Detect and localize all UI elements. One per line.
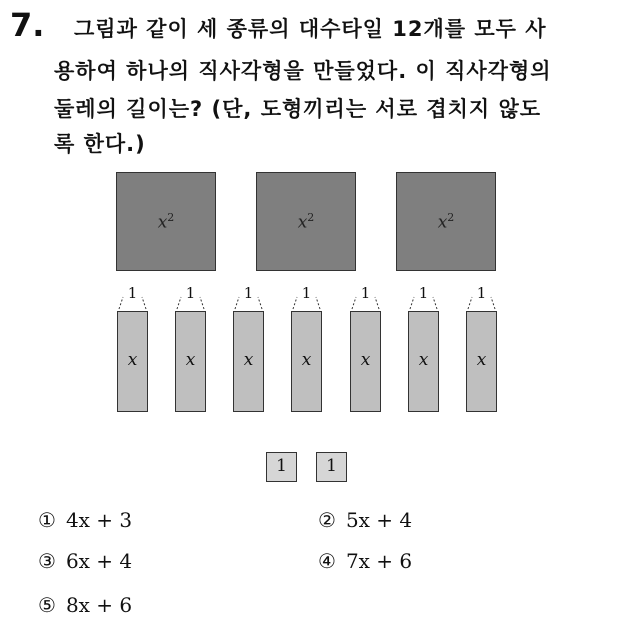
bar-width-dimension <box>291 284 322 310</box>
x-squared-tile <box>256 172 356 271</box>
choice-marker: ③ <box>38 549 56 573</box>
tile-label: x <box>185 350 196 370</box>
choice-marker: ⑤ <box>38 593 56 617</box>
x-tile <box>117 311 148 412</box>
x-tile <box>233 311 264 412</box>
choice-5[interactable] <box>38 593 132 617</box>
tile-label: x <box>157 212 168 233</box>
choice-expression: 8x + 6 <box>65 593 133 617</box>
x-tile <box>408 311 439 412</box>
choice-3[interactable] <box>38 549 132 573</box>
question-number: 7. <box>10 6 45 44</box>
tile-exponent: 2 <box>167 211 175 224</box>
bar-width-label: 1 <box>418 284 429 302</box>
choice-marker: ① <box>38 508 56 532</box>
x-tile <box>466 311 497 412</box>
bar-width-label: 1 <box>127 284 138 302</box>
bar-width-dimension <box>408 284 439 310</box>
choice-expression: 5x + 4 <box>345 508 413 532</box>
tile-label: x <box>301 350 312 370</box>
unit-tile: 1 <box>266 452 297 482</box>
tile-label: x <box>297 212 308 233</box>
tile-exponent: 2 <box>307 211 315 224</box>
tile-label: x <box>476 350 487 370</box>
x-squared-tile <box>116 172 216 271</box>
question-line-2: 용하여 하나의 직사각형을 만들었다. 이 직사각형의 <box>54 59 552 83</box>
bar-width-dimension <box>175 284 206 310</box>
choice-expression: 7x + 6 <box>345 549 413 573</box>
bar-width-dimension <box>466 284 497 310</box>
choice-marker: ④ <box>318 549 336 573</box>
x-squared-tile <box>396 172 496 271</box>
bar-width-label: 1 <box>360 284 371 302</box>
unit-tile: 1 <box>316 452 347 482</box>
bar-width-dimension <box>233 284 264 310</box>
tile-label: x <box>127 350 138 370</box>
question-line-1: 그림과 같이 세 종류의 대수타일 12개를 모두 사 <box>74 17 547 41</box>
choice-4[interactable] <box>318 549 412 573</box>
bar-width-dimension <box>117 284 148 310</box>
tile-label: x <box>360 350 371 370</box>
bar-width-label: 1 <box>476 284 487 302</box>
bar-width-label: 1 <box>243 284 254 302</box>
choice-expression: 4x + 3 <box>65 508 133 532</box>
choice-2[interactable] <box>318 508 412 532</box>
x-tile <box>350 311 381 412</box>
tile-label: x <box>243 350 254 370</box>
question-line-4: 록 한다.) <box>54 132 146 156</box>
choice-marker: ② <box>318 508 336 532</box>
question-line-3: 둘레의 길이는? (단, 도형끼리는 서로 겹치지 않도 <box>54 97 542 121</box>
bar-width-label: 1 <box>185 284 196 302</box>
choice-expression: 6x + 4 <box>65 549 133 573</box>
tile-label: x <box>437 212 448 233</box>
x-tile <box>175 311 206 412</box>
tile-exponent: 2 <box>447 211 455 224</box>
x-tile <box>291 311 322 412</box>
bar-width-label: 1 <box>301 284 312 302</box>
bar-width-dimension <box>350 284 381 310</box>
tile-label: x <box>418 350 429 370</box>
choice-1[interactable] <box>38 508 132 532</box>
